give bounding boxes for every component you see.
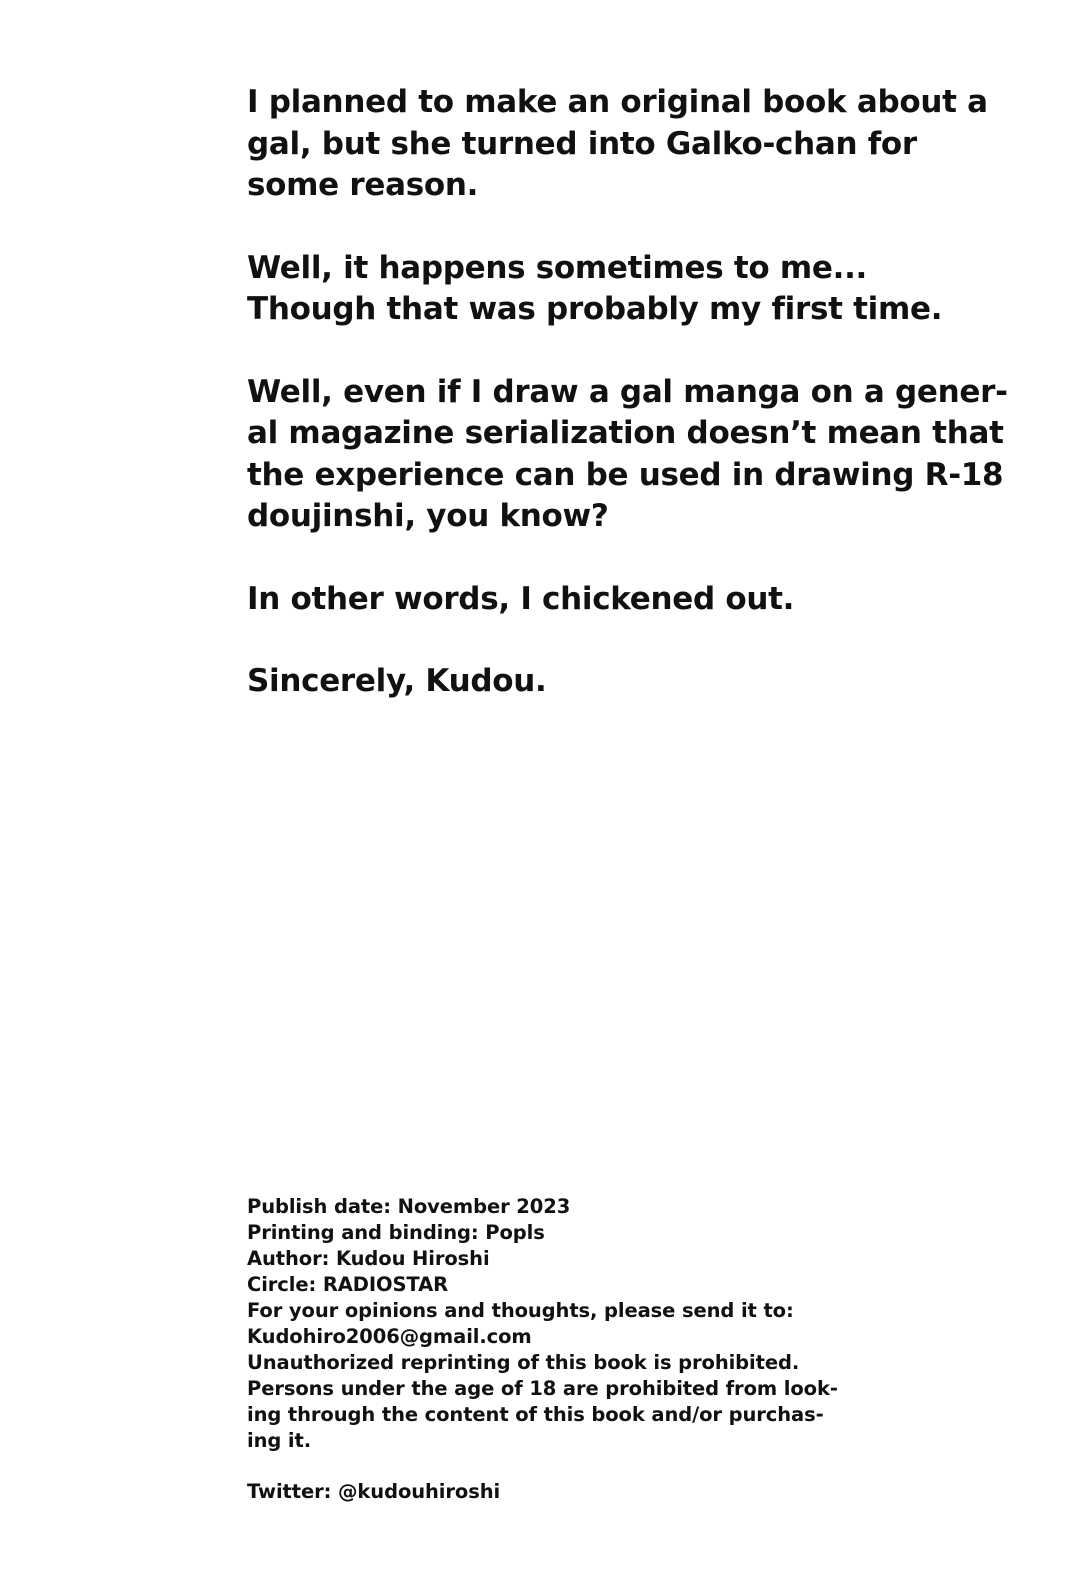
- feedback-note: For your opinions and thoughts, please send it to:: [247, 1299, 794, 1322]
- text-line: Well, even if I draw a gal manga on a gener-: [247, 373, 1008, 410]
- afterword-paragraph: [247, 372, 1047, 538]
- text-line: Well, it happens sometimes to me...: [247, 249, 868, 286]
- age-notice-line: Persons under the age of 18 are prohibited from look-: [247, 1377, 838, 1400]
- text-line: I planned to make an original book about a: [247, 84, 988, 120]
- colophon: [247, 1194, 867, 1505]
- author-info: Author: Kudou Hiroshi: [247, 1247, 490, 1270]
- publish-date: Publish date: November 2023: [247, 1195, 571, 1218]
- afterword-paragraph: [247, 82, 1047, 207]
- text-line: In other words, I chickened out.: [247, 580, 795, 617]
- contact-email: Kudohiro2006@gmail.com: [247, 1325, 532, 1348]
- text-line: some reason.: [247, 167, 479, 203]
- reprint-notice: Unauthorized reprinting of this book is prohibited.: [247, 1351, 800, 1374]
- afterword-signature: [247, 661, 1047, 703]
- afterword-text: [247, 82, 1047, 744]
- text-line: doujinshi, you know?: [247, 498, 609, 534]
- printing-info: Printing and binding: Popls: [247, 1221, 545, 1244]
- text-line: gal, but she turned into Galko-chan for: [247, 125, 917, 162]
- text-line: Sincerely, Kudou.: [247, 663, 547, 699]
- circle-info: Circle: RADIOSTAR: [247, 1273, 449, 1296]
- afterword-paragraph: [247, 248, 1047, 331]
- text-line: Though that was probably my first time.: [247, 291, 943, 327]
- text-line: the experience can be used in drawing R-18: [247, 456, 1004, 493]
- age-notice-line: ing through the content of this book and/or purchas-: [247, 1403, 824, 1426]
- age-notice-line: ing it.: [247, 1429, 312, 1452]
- text-line: al magazine serialization doesn’t mean that: [247, 415, 1004, 451]
- afterword-paragraph: [247, 579, 1047, 621]
- twitter-handle: Twitter: @kudouhiroshi: [247, 1480, 501, 1503]
